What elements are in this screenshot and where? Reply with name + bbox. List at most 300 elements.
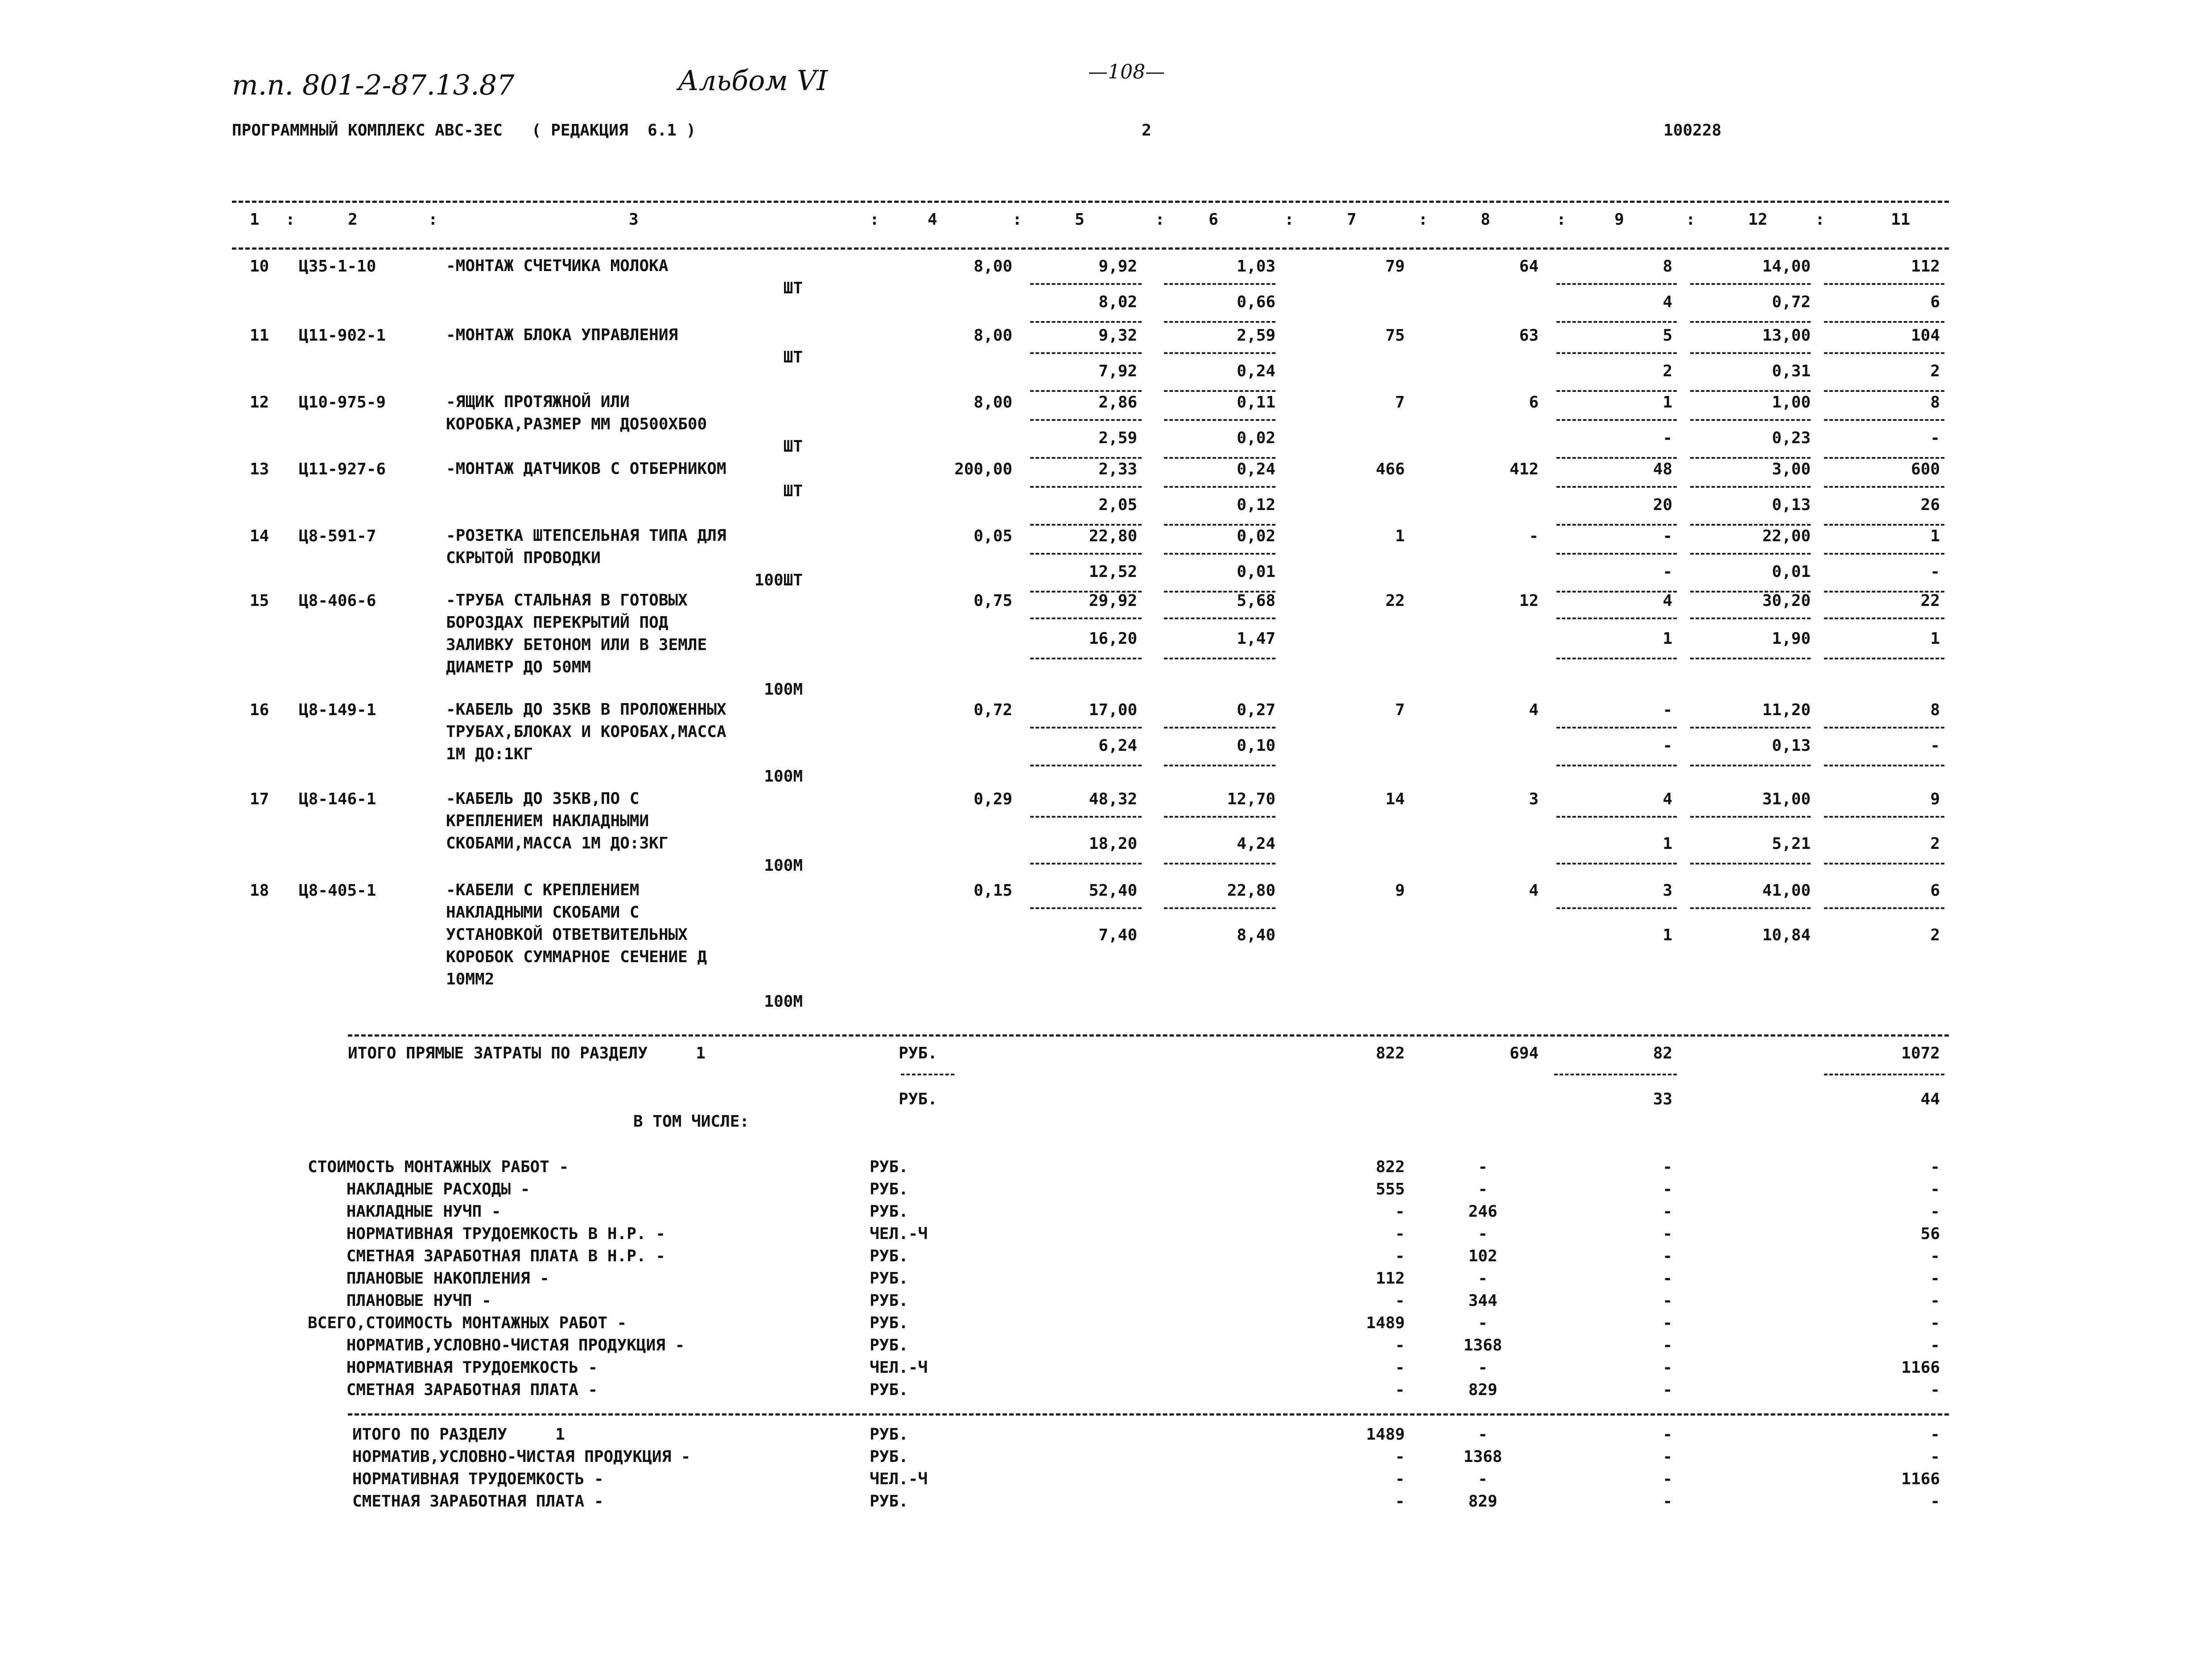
total-col11: 6 [1930,881,1940,900]
total-cost: 7 [1395,393,1405,412]
total-cost: 79 [1385,257,1405,276]
description-line: КРЕПЛЕНИЕМ НАКЛАДНЫМИ [446,812,649,830]
unit-wage: 0,02 [1237,527,1275,545]
subtotal-rule [1164,863,1275,864]
unit-wage: 0,27 [1237,701,1275,719]
breakdown-col7: - [1395,1202,1405,1221]
breakdown-col11: - [1930,1292,1940,1310]
direct-total-col8: 694 [1509,1044,1539,1062]
breakdown-col7: 822 [1375,1158,1405,1176]
unit-of-measure: 100ШТ [754,571,803,589]
subtotal-rule [1690,907,1811,909]
subtotal-rule [1164,419,1275,421]
section-total-col8: - [1478,1425,1488,1444]
sub-col9: 2 [1663,362,1672,380]
subtotal-rule [1556,524,1677,526]
section-total-col7: 1489 [1366,1425,1405,1444]
sub-unit-wage: 4,24 [1237,835,1275,853]
description-line: -ЯЩИК ПРОТЯЖНОЙ ИЛИ [446,393,630,411]
album-label: Альбом VI [678,64,828,97]
breakdown-col9: - [1663,1292,1672,1310]
subtotal-rule [1824,553,1944,555]
work-description [446,458,803,502]
subtotal-rule [1556,658,1677,659]
column-header-11: 11 [1891,210,1911,229]
subtotal-rule [1824,457,1944,459]
description-line: -МОНТАЖ СЧЕТЧИКА МОЛОКА [446,257,669,275]
quantity: 8,00 [974,393,1012,412]
sub-col10: 0,01 [1772,563,1811,581]
subtotal-rule [1030,524,1142,526]
breakdown-label: НОРМАТИВ,УСЛОВНО-ЧИСТАЯ ПРОДУКЦИЯ - [308,1336,685,1354]
subtotal-rule [1030,553,1142,555]
column-header-9: 9 [1614,210,1624,229]
subtotal-rule [1164,907,1275,909]
description-line: -КАБЕЛИ С КРЕПЛЕНИЕМ [446,881,640,899]
breakdown-col8: 1368 [1463,1336,1502,1354]
total-cost: 22 [1385,592,1405,610]
breakdown-label: ПЛАНОВЫЕ НУЧП - [308,1292,491,1310]
subtotal-rule [1030,617,1142,619]
subtotal-rule [1690,727,1811,729]
unit-price: 52,40 [1089,881,1137,900]
sub-col9: 1 [1663,630,1672,648]
description-line: СКРЫТОЙ ПРОВОДКИ [446,549,601,567]
work-description [446,525,803,592]
section-total-col7: - [1395,1492,1405,1511]
section-total-col7: - [1395,1448,1405,1466]
column-header-rule [232,247,1949,250]
subtotal-rule [1164,524,1275,526]
column-header-4: 4 [928,210,937,229]
unit-price: 17,00 [1089,701,1137,719]
sub-col11: - [1930,563,1940,581]
total-col10: 41,00 [1762,881,1811,900]
section-total-label: СМЕТНАЯ ЗАРАБОТНАЯ ПЛАТА - [352,1492,604,1511]
total-col10: 3,00 [1772,460,1811,478]
subtotal-rule [1824,321,1944,323]
description-line: 1М ДО:1КГ [446,745,533,763]
description-line: -КАБЕЛЬ ДО 35КВ,ПО С [446,790,640,808]
column-header-1: 1 [250,210,260,229]
subtotal-rule [1556,591,1677,593]
total-col11: 22 [1920,592,1940,610]
subtotal-rule [1030,765,1142,766]
rate-code: Ц11-902-1 [299,326,386,345]
breakdown-col8: - [1478,1225,1488,1243]
breakdown-col7: - [1395,1292,1405,1310]
column-separator: : [1418,210,1428,229]
total-col9: 8 [1663,257,1672,276]
work-description [446,324,803,369]
total-col11: 1 [1930,527,1940,545]
breakdown-col11: - [1930,1158,1940,1176]
direct-total-label: ИТОГО ПРЯМЫЕ ЗАТРАТЫ ПО РАЗДЕЛУ 1 [348,1044,706,1062]
breakdown-col8: - [1478,1358,1488,1377]
sub-col11: 2 [1930,926,1940,944]
subtotal-rule [1164,617,1275,619]
total-cost: 75 [1385,326,1405,345]
sub-unit-price: 18,20 [1089,835,1137,853]
breakdown-col9: - [1663,1336,1672,1354]
breakdown-col7: - [1395,1381,1405,1399]
sub-col9: 20 [1653,496,1672,514]
total-col8: 64 [1519,257,1539,276]
subtotal-rule [1690,352,1811,354]
subtotal-rule [1556,419,1677,421]
sub-col9: - [1663,563,1672,581]
unit-price: 9,32 [1098,326,1137,345]
direct-total-unit: РУБ. [899,1044,937,1062]
breakdown-unit: РУБ. [870,1336,908,1354]
breakdown-col8: - [1478,1180,1488,1198]
sub-unit-wage: 0,12 [1237,496,1275,514]
subtotal-rule [1030,907,1142,909]
sub-rule-unit [901,1074,954,1075]
subtotal-rule [1690,816,1811,818]
sub-col9: - [1663,429,1672,447]
column-header-3: 3 [629,210,639,229]
breakdown-unit: РУБ. [870,1180,908,1198]
subtotal-rule [1164,390,1275,392]
breakdown-col8: - [1478,1314,1488,1332]
sub-unit-price: 8,02 [1098,293,1137,311]
breakdown-unit: РУБ. [870,1314,908,1332]
column-separator: : [1686,210,1696,229]
direct-sub-col11: 44 [1920,1090,1940,1108]
subtotal-rule [1690,283,1811,285]
column-separator: : [1012,210,1022,229]
breakdown-col9: - [1663,1314,1672,1332]
subtotal-rule [1690,765,1811,766]
breakdown-col8: 344 [1468,1292,1498,1310]
subtotal-rule [1030,816,1142,818]
direct-total-col7: 822 [1375,1044,1405,1062]
breakdown-label: НОРМАТИВНАЯ ТРУДОЕМКОСТЬ В Н.Р. - [308,1225,665,1243]
breakdown-col11: - [1930,1247,1940,1265]
description-line: БОРОЗДАХ ПЕРЕКРЫТИЙ ПОД [446,613,669,632]
column-separator: : [1815,210,1825,229]
direct-sub-col9: 33 [1653,1090,1672,1108]
breakdown-col11: 56 [1920,1225,1940,1243]
subtotal-rule [1556,907,1677,909]
subtotal-rule [1030,352,1142,354]
breakdown-col7: 112 [1375,1269,1405,1288]
sub-col9: - [1663,737,1672,755]
breakdown-unit: ЧЕЛ.-Ч [870,1225,928,1243]
sub-col10: 10,84 [1762,926,1811,944]
total-col9: 3 [1663,881,1672,900]
breakdown-unit: РУБ. [870,1292,908,1310]
rate-code: Ц35-1-10 [299,257,376,276]
rate-code: Ц10-975-9 [299,393,386,412]
sub-unit-price: 2,05 [1098,496,1137,514]
section-total-unit: РУБ. [870,1425,908,1444]
quantity: 0,75 [974,592,1012,610]
row-number: 12 [250,393,269,412]
unit-wage: 0,11 [1237,393,1275,412]
description-line: КОРОБКА,РАЗМЕР ММ ДО500ХБ00 [446,415,707,433]
including-label: В ТОМ ЧИСЛЕ: [633,1112,750,1131]
rate-code: Ц8-146-1 [299,790,376,808]
column-header-8: 8 [1481,210,1490,229]
subtotal-rule [1690,658,1811,659]
total-cost: 14 [1385,790,1405,808]
row-number: 11 [250,326,269,345]
sheet-number: 2 [1142,121,1151,140]
total-col10: 31,00 [1762,790,1811,808]
section-total-col9: - [1663,1448,1672,1466]
total-cost: 7 [1395,701,1405,719]
sub-unit-wage: 8,40 [1237,926,1275,944]
subtotal-rule [1824,907,1944,909]
unit-price: 2,33 [1098,460,1137,478]
work-description [446,788,803,877]
unit-of-measure: 100М [764,767,803,786]
subtotal-rule [1556,321,1677,323]
unit-of-measure: ШТ [783,279,803,297]
sub-col10: 0,72 [1772,293,1811,311]
subtotal-rule [1030,321,1142,323]
subtotal-rule [1690,617,1811,619]
total-col10: 11,20 [1762,701,1811,719]
description-line: ТРУБАХ,БЛОКАХ И КОРОБАХ,МАССА [446,723,726,741]
sub-col11: - [1930,429,1940,447]
section-total-unit: ЧЕЛ.-Ч [870,1470,928,1488]
subtotal-rule [1164,553,1275,555]
total-col8: 6 [1529,393,1539,412]
section-total-unit: РУБ. [870,1448,908,1466]
subtotal-rule [1556,352,1677,354]
total-col10: 22,00 [1762,527,1811,545]
total-col11: 104 [1911,326,1940,345]
total-col10: 14,00 [1762,257,1811,276]
total-col10: 1,00 [1772,393,1811,412]
unit-of-measure: 100М [764,680,803,699]
section-total-col8: 1368 [1463,1448,1502,1466]
subtotal-rule [1824,765,1944,766]
sub-col10: 0,31 [1772,362,1811,380]
quantity: 8,00 [974,326,1012,345]
total-col11: 8 [1930,701,1940,719]
breakdown-col9: - [1663,1358,1672,1377]
breakdown-col7: - [1395,1247,1405,1265]
column-header-5: 5 [1075,210,1085,229]
section-total-col11: 1166 [1901,1470,1940,1488]
sub-unit-wage: 1,47 [1237,630,1275,648]
description-line: НАКЛАДНЫМИ СКОБАМИ С [446,903,640,922]
total-col8: 412 [1509,460,1539,478]
unit-wage: 1,03 [1237,257,1275,276]
rate-code: Ц11-927-6 [299,460,386,478]
subtotal-rule [1164,457,1275,459]
subtotal-rule [1556,863,1677,864]
subtotal-rule [1030,390,1142,392]
column-separator: : [285,210,295,229]
subtotal-rule [1824,727,1944,729]
subtotal-rule [1030,727,1142,729]
quantity: 8,00 [974,257,1012,276]
total-col8: 4 [1529,881,1539,900]
breakdown-unit: РУБ. [870,1381,908,1399]
row-number: 10 [250,257,269,276]
subtotal-rule [1824,863,1944,864]
column-separator: : [1556,210,1566,229]
description-line: -МОНТАЖ БЛОКА УПРАВЛЕНИЯ [446,326,678,344]
subtotal-rule [1030,486,1142,488]
breakdown-col8: - [1478,1158,1488,1176]
subtotal-rule [1164,486,1275,488]
breakdown-col8: - [1478,1269,1488,1288]
subtotal-rule [1164,727,1275,729]
section-total-col8: - [1478,1470,1488,1488]
subtotal-rule [1824,816,1944,818]
work-description [446,589,803,701]
subtotal-rule [1690,419,1811,421]
work-description [446,255,803,300]
breakdown-col7: - [1395,1358,1405,1377]
total-col9: 4 [1663,790,1672,808]
unit-of-measure: 100М [764,856,803,875]
sub-col11: 26 [1920,496,1940,514]
sub-col11: - [1930,737,1940,755]
unit-price: 48,32 [1089,790,1137,808]
description-line: КОРОБОК СУММАРНОЕ СЕЧЕНИЕ Д [446,948,707,966]
sub-col11: 6 [1930,293,1940,311]
table-top-rule [232,201,1949,203]
unit-of-measure: ШТ [783,482,803,500]
sub-col10: 0,13 [1772,737,1811,755]
subtotal-rule [1824,486,1944,488]
subtotal-rule [1556,617,1677,619]
breakdown-col8: 246 [1468,1202,1498,1221]
quantity: 200,00 [954,460,1012,478]
unit-wage: 22,80 [1227,881,1275,900]
subtotal-rule [1690,321,1811,323]
section-total-col11: - [1930,1425,1940,1444]
breakdown-col11: - [1930,1269,1940,1288]
sub-unit-price: 7,40 [1098,926,1137,944]
subtotal-rule [1030,863,1142,864]
sub-unit-price: 6,24 [1098,737,1137,755]
quantity: 0,72 [974,701,1012,719]
sub-col10: 1,90 [1772,630,1811,648]
quantity: 0,29 [974,790,1012,808]
breakdown-col7: - [1395,1225,1405,1243]
section-total-col9: - [1663,1470,1672,1488]
total-col10: 30,20 [1762,592,1811,610]
description-line: -ТРУБА СТАЛЬНАЯ В ГОТОВЫХ [446,591,688,609]
total-col9: - [1663,701,1672,719]
direct-total-top-rule [348,1034,1949,1037]
subtotal-rule [1824,419,1944,421]
breakdown-col11: - [1930,1202,1940,1221]
work-description [446,879,803,1013]
subtotal-rule [1824,524,1944,526]
subtotal-rule [1556,486,1677,488]
rate-code: Ц8-591-7 [299,527,376,545]
sub-rule-col9 [1554,1074,1677,1075]
subtotal-rule [1164,765,1275,766]
subtotal-rule [1164,816,1275,818]
subtotal-rule [1164,321,1275,323]
breakdown-col8: 829 [1468,1381,1498,1399]
breakdown-col8: 102 [1468,1247,1498,1265]
column-separator: : [870,210,879,229]
breakdown-col9: - [1663,1247,1672,1265]
total-col10: 13,00 [1762,326,1811,345]
row-number: 17 [250,790,269,808]
row-number: 16 [250,701,269,719]
unit-price: 2,86 [1098,393,1137,412]
breakdown-col9: - [1663,1269,1672,1288]
breakdown-col11: - [1930,1381,1940,1399]
sub-rule-col11 [1824,1074,1944,1075]
subtotal-rule [1824,283,1944,285]
total-col8: 3 [1529,790,1539,808]
subtotal-rule [1164,658,1275,659]
quantity: 0,15 [974,881,1012,900]
total-col11: 112 [1911,257,1940,276]
subtotal-rule [1690,553,1811,555]
subtotal-rule [1556,816,1677,818]
description-line: УСТАНОВКОЙ ОТВЕТВИТЕЛЬНЫХ [446,926,688,944]
subtotal-rule [1556,727,1677,729]
breakdown-unit: РУБ. [870,1269,908,1288]
row-number: 15 [250,592,269,610]
description-line: 10ММ2 [446,970,495,988]
sub-unit-wage: 0,01 [1237,563,1275,581]
description-line: ЗАЛИВКУ БЕТОНОМ ИЛИ В ЗЕМЛЕ [446,636,707,654]
breakdown-col7: 1489 [1366,1314,1405,1332]
sub-unit-wage: 0,02 [1237,429,1275,447]
breakdown-unit: РУБ. [870,1202,908,1221]
sub-col11: 2 [1930,835,1940,853]
sub-unit-wage: 0,24 [1237,362,1275,380]
subtotal-rule [1556,553,1677,555]
direct-sub-unit: РУБ. [899,1090,937,1108]
unit-price: 22,80 [1089,527,1137,545]
unit-price: 29,92 [1089,592,1137,610]
subtotal-rule [1824,617,1944,619]
breakdown-col7: 555 [1375,1180,1405,1198]
breakdown-label: НАКЛАДНЫЕ НУЧП - [308,1202,501,1221]
subtotal-rule [1030,658,1142,659]
subtotal-rule [1030,457,1142,459]
total-col9: 5 [1663,326,1672,345]
column-separator: : [1155,210,1165,229]
total-cost: 1 [1395,527,1405,545]
sub-col11: 2 [1930,362,1940,380]
sub-unit-wage: 0,66 [1237,293,1275,311]
section-total-col7: - [1395,1470,1405,1488]
unit-price: 9,92 [1098,257,1137,276]
unit-wage: 12,70 [1227,790,1275,808]
subtotal-rule [1556,283,1677,285]
section-total-col8: 829 [1468,1492,1498,1511]
sub-col11: 1 [1930,630,1940,648]
sub-unit-price: 12,52 [1089,563,1137,581]
description-line: СКОБАМИ,МАССА 1М ДО:3КГ [446,834,669,852]
section-total-label: ИТОГО ПО РАЗДЕЛУ 1 [352,1425,565,1444]
description-line: ДИАМЕТР ДО 50ММ [446,658,591,676]
subtotal-rule [1690,863,1811,864]
breakdown-unit: ЧЕЛ.-Ч [870,1358,928,1377]
subtotal-rule [1690,524,1811,526]
direct-total-col11: 1072 [1901,1044,1940,1062]
breakdown-col9: - [1663,1225,1672,1243]
sub-col10: 0,23 [1772,429,1811,447]
